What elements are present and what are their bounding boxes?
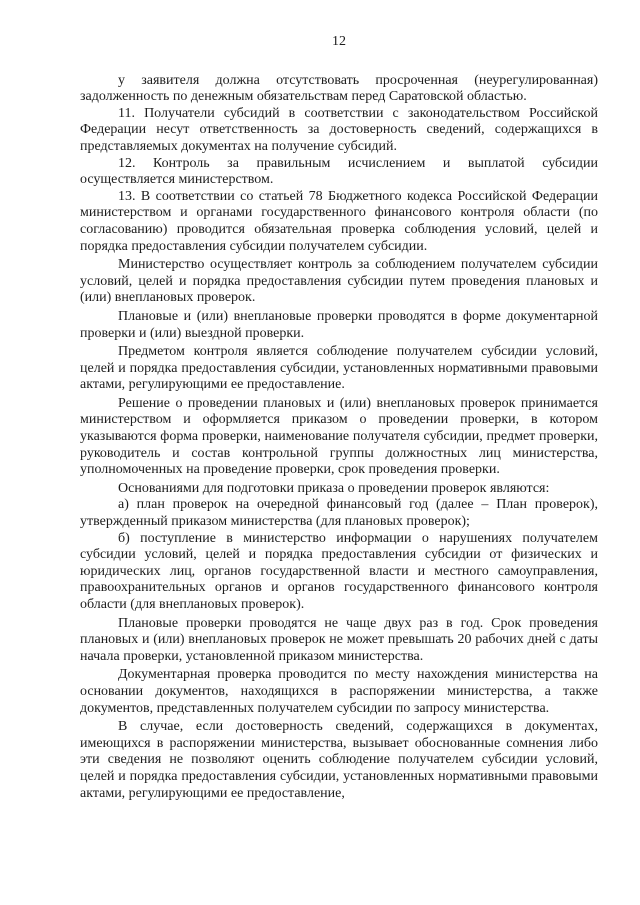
paragraph-control: Министерство осуществляет контроль за соблюдением получателем субсидии условий, целей и порядка предоставления субсидии путем проведения плановых и (или) внеплановых проверок. <box>80 257 598 306</box>
paragraph-inspection-forms: Плановые и (или) внеплановые проверки проводятся в форме документарной проверки и (или) выездной проверки. <box>80 308 598 341</box>
paragraph-control-subject: Предметом контроля является соблюдение получателем субсидии условий, целей и порядка предоставления субсидии, установленных нормативными правовыми актами, регулирующими ее предоставление. <box>80 344 598 393</box>
paragraph-clause-13: 13. В соответствии со статьей 78 Бюджетного кодекса Российской Федерации министерством и органами государственного финансового контроля области (по согласованию) проводится обязательная проверка соблюдения условий, целей и порядка предоставления субсидии получателем субсидии. <box>80 188 598 254</box>
paragraph-grounds: Основаниями для подготовки приказа о проведении проверок являются: <box>118 480 550 496</box>
paragraph-planned-frequency: Плановые проверки проводятся не чаще двух раз в год. Срок проведения плановых и (или) внеплановых проверок не может превышать 20 рабочих дней с даты начала проверки, установленной приказом министерства. <box>80 615 598 664</box>
paragraph-inspection-decision: Решение о проведении плановых и (или) внеплановых проверок принимается министерством и оформляется приказом о проведении проверки, в котором указываются форма проверки, наименование получателя субсидии, предмет проверки, руководитель и состав контрольной группы должностных лиц министерства, уполномоченных на проведение проверки, срок проведения проверки. <box>80 395 598 478</box>
page-number: 12 <box>332 34 346 49</box>
paragraph-doubtful-info: В случае, если достоверность сведений, содержащихся в документах, имеющихся в распоряжении министерства, вызывает обоснованные сомнения либо эти сведения не позволяют оценить соблюдение получателем субсидии условий, целей и порядка предоставления субсидии, установленных нормативными правовыми актами, регулирующими ее предоставление, <box>80 719 598 801</box>
paragraph-clause-12: 12. Контроль за правильным исчислением и выплатой субсидии осуществляется министерством. <box>80 155 598 188</box>
paragraph-documentary-check: Документарная проверка проводится по месту нахождения министерства на основании документов, находящихся в распоряжении министерства, а также документов, представленных получателем субсидии по запросу министерства. <box>80 667 598 716</box>
paragraph-clause-11: 11. Получатели субсидий в соответствии с законодательством Российской Федерации несут ответственность за достоверность сведений, содержащихся в представляемых документах на получение субсидий. <box>80 105 598 154</box>
paragraph-1: у заявителя должна отсутствовать просроченная (неурегулированная) задолженность по денежным обязательствам перед Саратовской областью. <box>80 72 598 105</box>
paragraph-ground-a: а) план проверок на очередной финансовый год (далее – План проверок), утвержденный приказом министерства (для плановых проверок); <box>80 497 598 530</box>
paragraph-ground-b: б) поступление в министерство информации о нарушениях получателем субсидии условий, целей и порядка предоставления субсидии от физических и юридических лиц, органов государственной власти и местного самоуправления, правоохранительных органов и органов государственного финансового контроля области (для внеплановых проверок). <box>80 530 598 612</box>
